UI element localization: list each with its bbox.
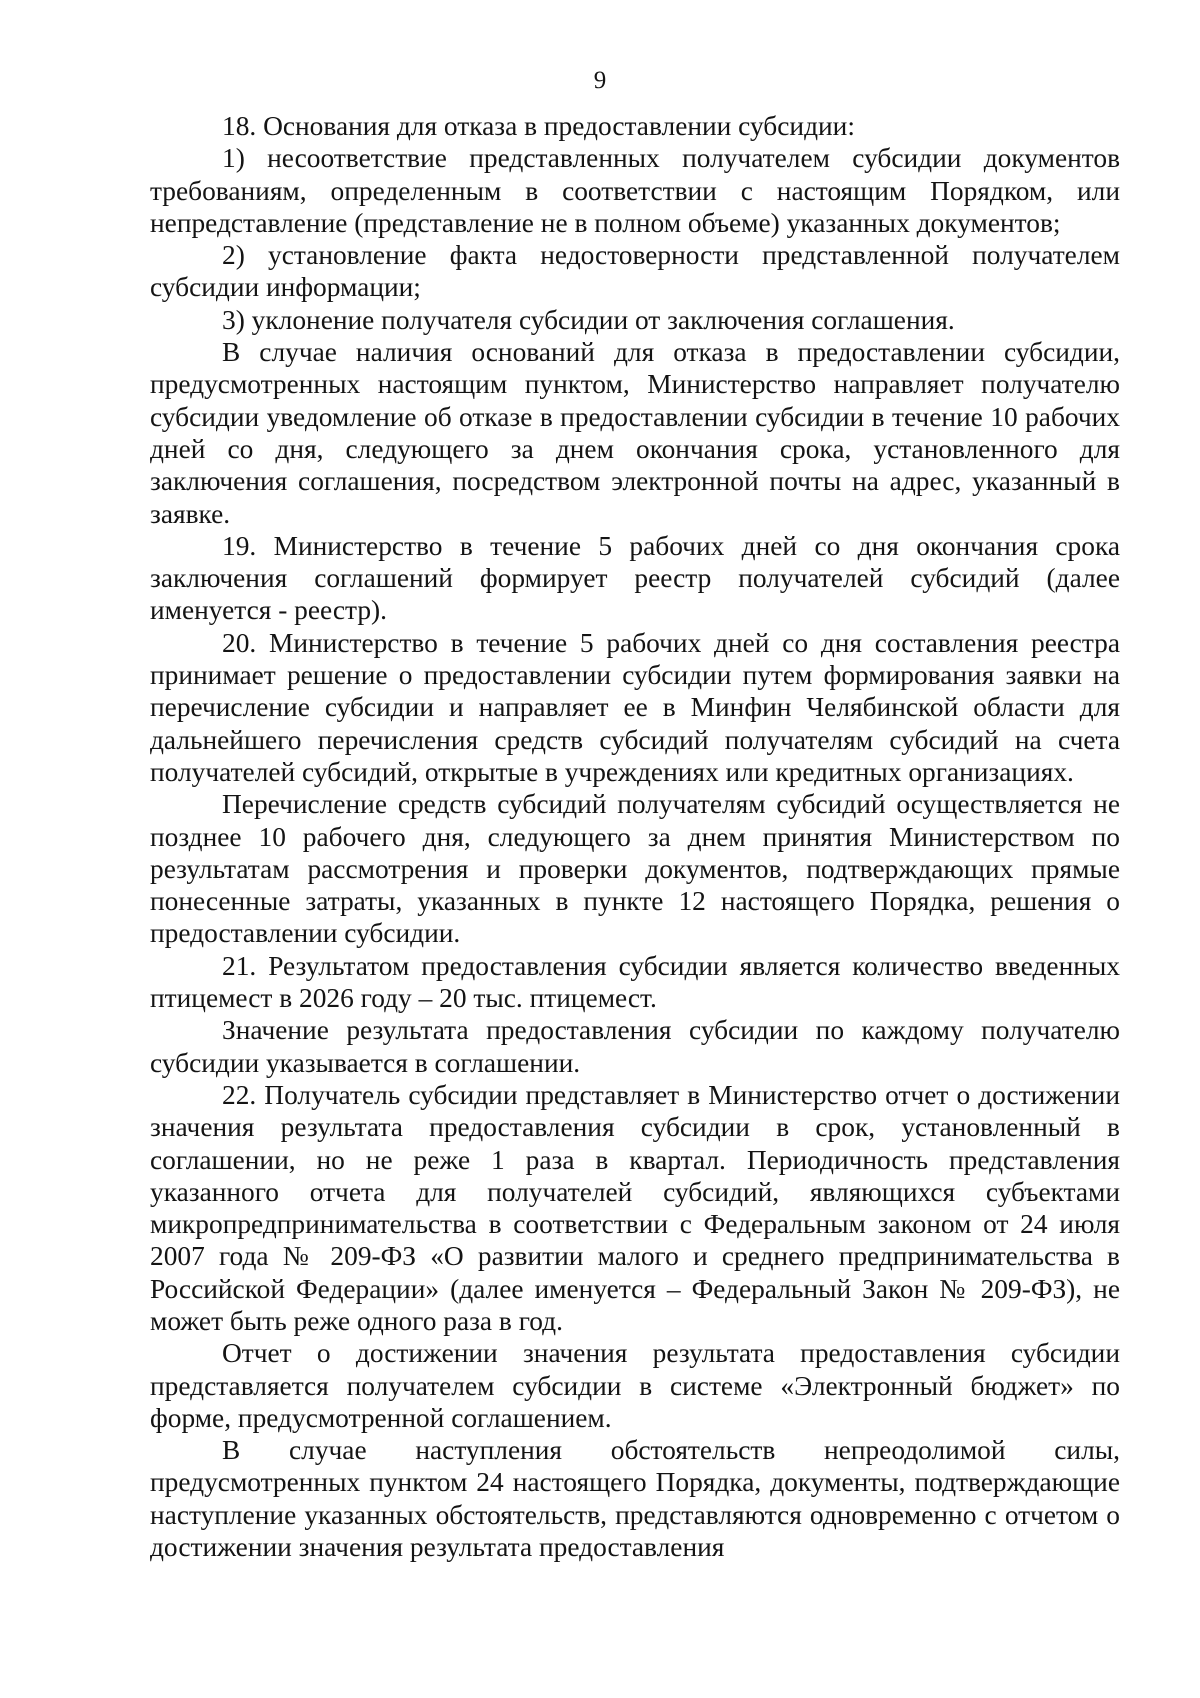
page-number: 9	[593, 67, 607, 94]
force-majeure-paragraph: В случае наступления обстоятельств непреодолимой силы, предусмотренных пунктом 24 настоящего Порядка, документы, подтверждающие наступление указанных обстоятельств, представляются одновременно с отчетом о достижении значения результата предоставления	[150, 1435, 1120, 1563]
document-body	[150, 110, 1120, 1563]
transfer-terms-paragraph: Перечисление средств субсидий получателям субсидий осуществляется не позднее 10 рабочего дня, следующего за днем принятия Министерством по результатам рассмотрения и проверки документов, подтверждающих прямые понесенные затраты, указанных в пункте 12 настоящего Порядка, решения о предоставлении субсидии.	[150, 789, 1120, 949]
refusal-reason-3: 3) уклонение получателя субсидии от заключения соглашения.	[222, 304, 955, 335]
section-22-paragraph: 22. Получатель субсидии представляет в Министерство отчет о достижении значения результата предоставления субсидии в срок, установленный в соглашении, но не реже 1 раза в квартал. Периодичность представления указанного отчета для получателей субсидий, являющихся субъектами микропредпринимательства в соответствии с Федеральным законом от 24 июля 2007 года № 209-ФЗ «О развитии малого и среднего предпринимательства в Российской Федерации» (далее именуется – Федеральный Закон № 209-ФЗ), не может быть реже одного раза в год.	[150, 1079, 1120, 1336]
section-18-heading: 18. Основания для отказа в предоставлении субсидии:	[222, 111, 855, 141]
section-19-paragraph: 19. Министерство в течение 5 рабочих дней со дня окончания срока заключения соглашений формирует реестр получателей субсидий (далее именуется - реестр).	[150, 530, 1120, 626]
refusal-reason-2: 2) установление факта недостоверности представленной получателем субсидии информации;	[150, 240, 1120, 303]
result-value-paragraph: Значение результата предоставления субсидии по каждому получателю субсидии указывается в соглашении.	[150, 1015, 1120, 1078]
section-21-paragraph: 21. Результатом предоставления субсидии является количество введенных птицемест в 2026 году – 20 тыс. птицемест.	[150, 950, 1120, 1014]
section-20-paragraph: 20. Министерство в течение 5 рабочих дней со дня составления реестра принимает решение о предоставлении субсидии путем формирования заявки на перечисление субсидии и направляет ее в Минфин Челябинской области для дальнейшего перечисления средств субсидий получателям субсидий на счета получателей субсидий, открытые в учреждениях или кредитных организациях.	[150, 627, 1120, 787]
refusal-notice-paragraph: В случае наличия оснований для отказа в предоставлении субсидии, предусмотренных настоящим пунктом, Министерство направляет получателю субсидии уведомление об отказе в предоставлении субсидии в течение 10 рабочих дней со дня, следующего за днем окончания срока, установленного для заключения соглашения, посредством электронной почты на адрес, указанный в заявке.	[150, 337, 1120, 529]
refusal-reason-1: 1) несоответствие представленных получателем субсидии документов требованиям, определенным в соответствии с настоящим Порядком, или непредставление (представление не в полном объеме) указанных документов;	[150, 143, 1120, 238]
report-submission-paragraph: Отчет о достижении значения результата предоставления субсидии представляется получателем субсидии в системе «Электронный бюджет» по форме, предусмотренной соглашением.	[150, 1338, 1120, 1433]
